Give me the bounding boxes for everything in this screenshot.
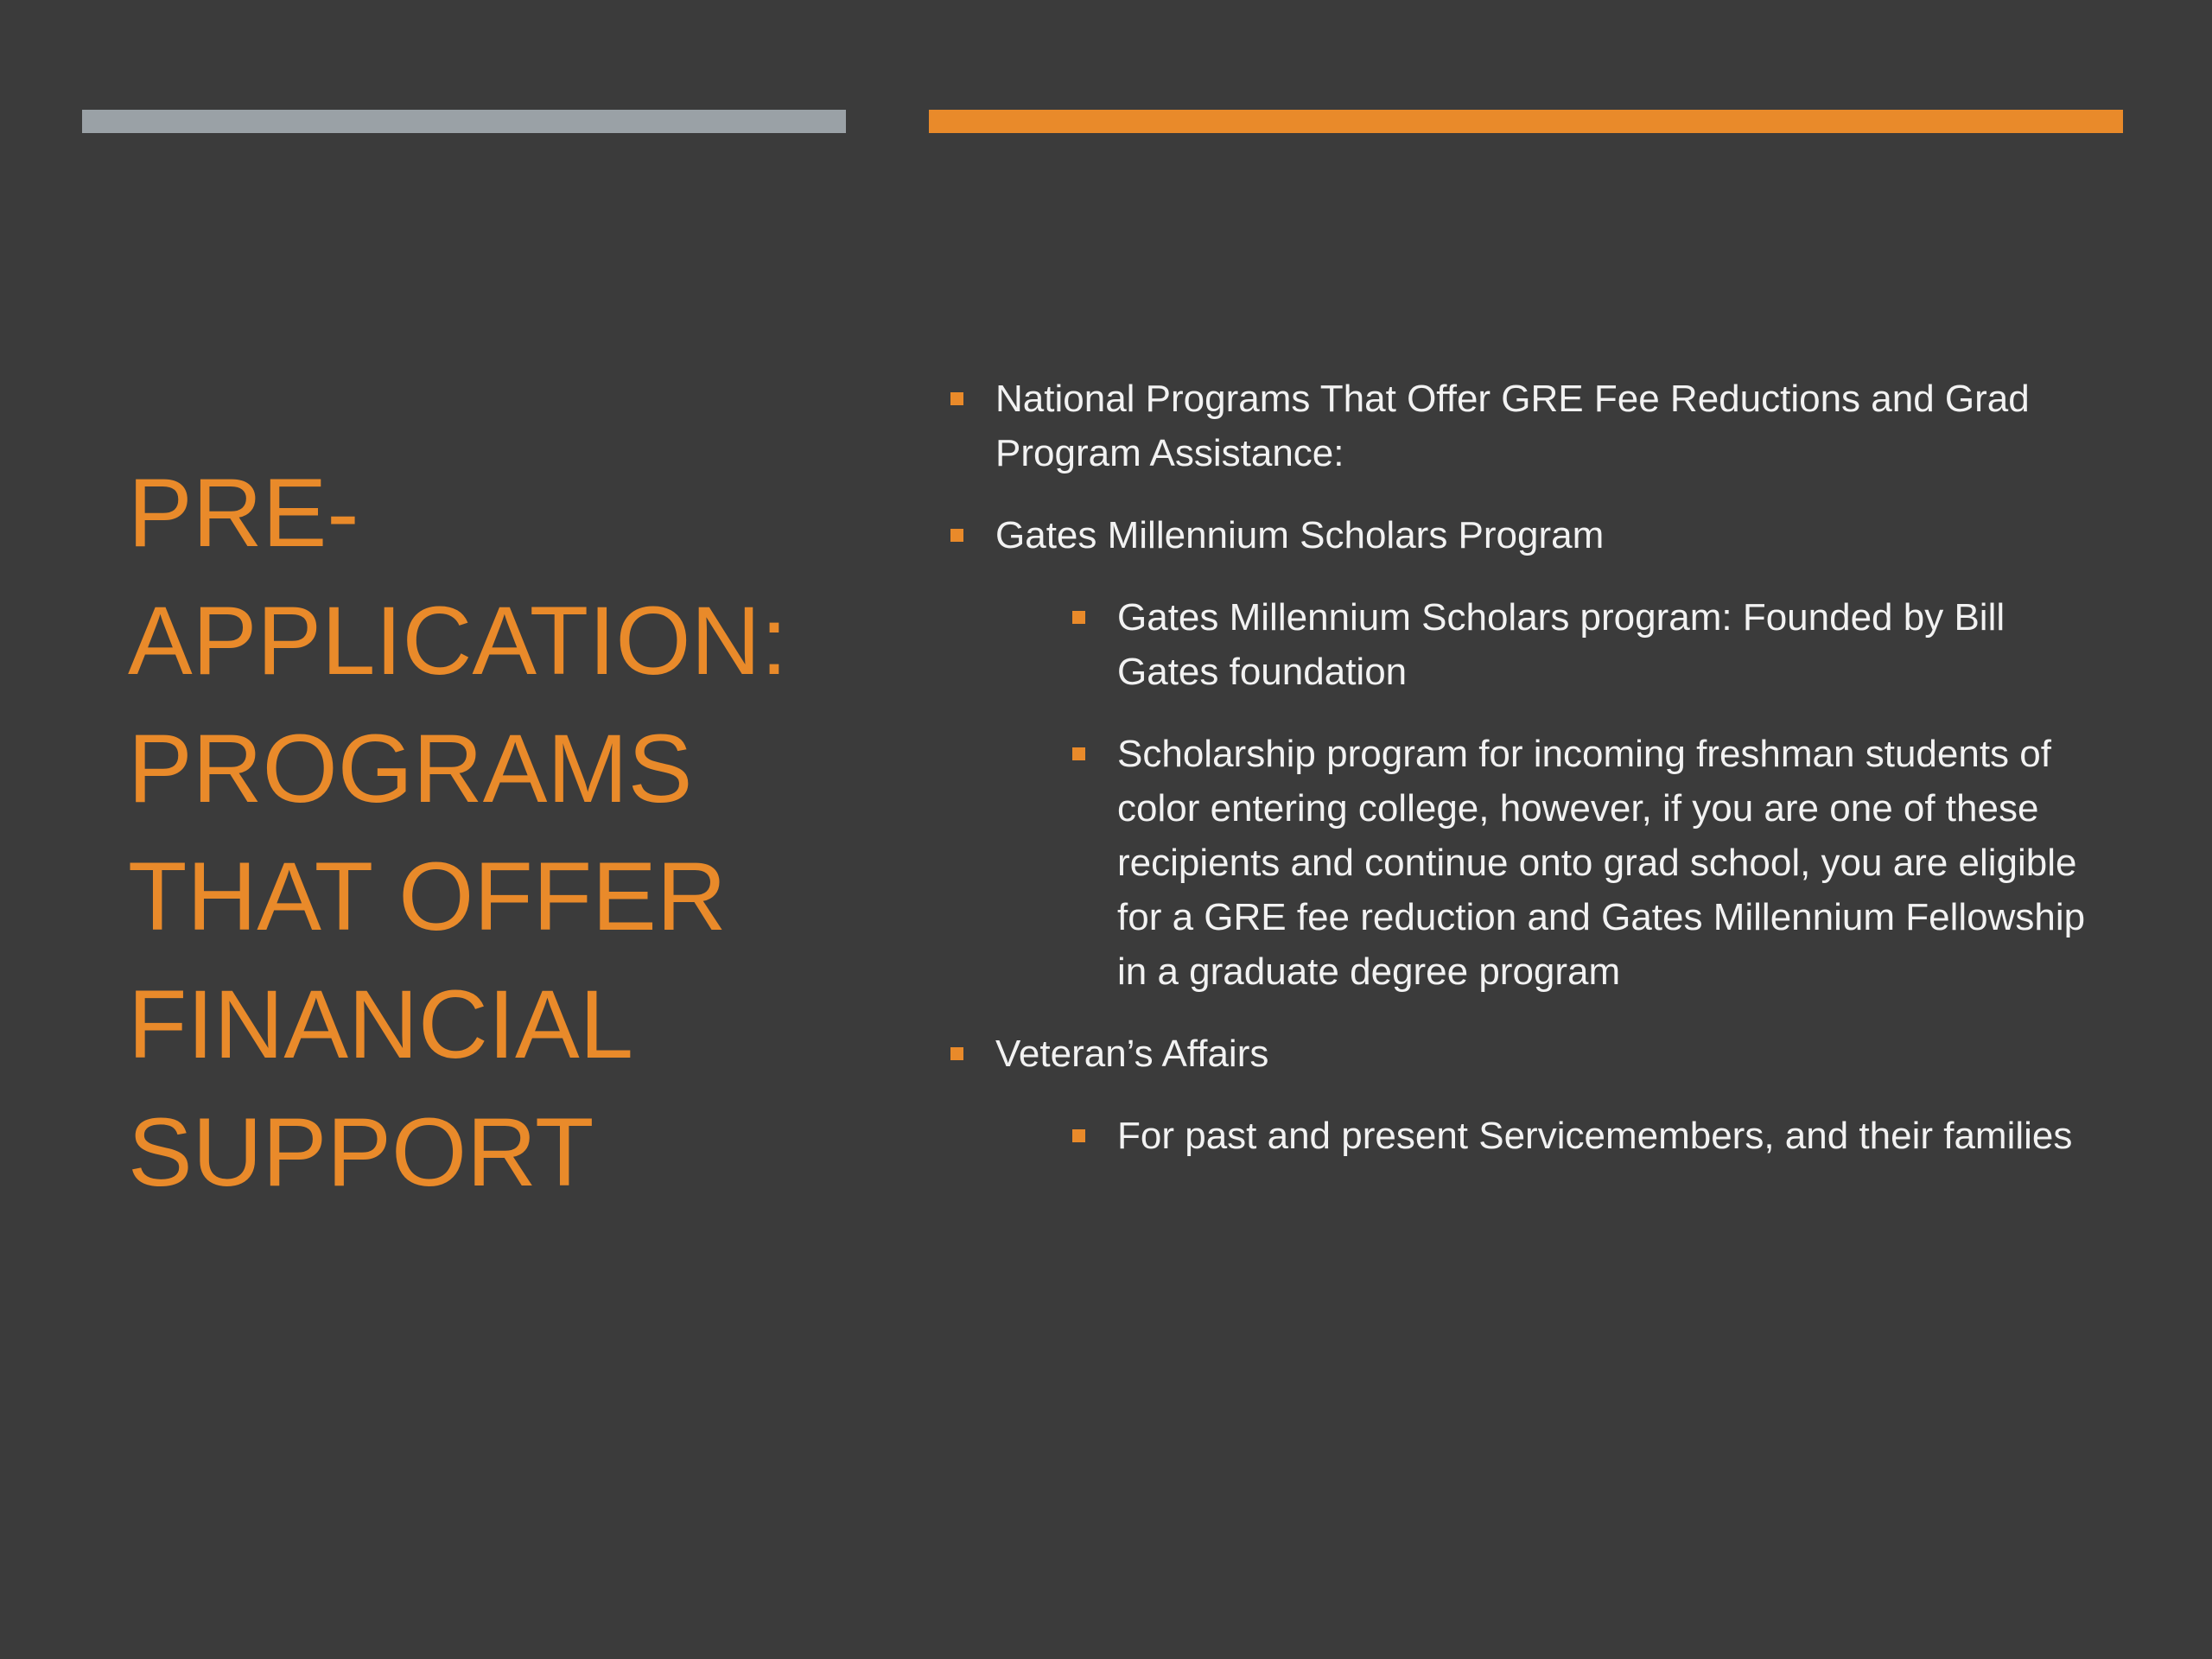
square-bullet-icon	[1072, 611, 1085, 624]
slide-title: PRE-APPLICATION: PROGRAMS THAT OFFER FINANCIAL SUPPORT	[128, 459, 788, 1206]
bullet-text: For past and present Servicemembers, and their families	[1117, 1115, 2073, 1157]
bullet-text: National Programs That Offer GRE Fee Reductions and Grad Program Assistance:	[995, 378, 2030, 474]
bullet-item	[950, 1027, 2108, 1081]
sub-bullet-item	[1072, 727, 2108, 999]
sub-bullet-item	[1072, 590, 2108, 699]
bullet-text: Gates Millennium Scholars Program	[995, 514, 1605, 556]
orange-accent-bar	[929, 110, 2123, 133]
gray-accent-bar	[82, 110, 846, 133]
square-bullet-icon	[950, 392, 963, 405]
bullet-list	[950, 372, 2108, 1191]
square-bullet-icon	[1072, 747, 1085, 760]
square-bullet-icon	[950, 529, 963, 542]
bullet-text: Gates Millennium Scholars program: Founded by Bill Gates foundation	[1117, 596, 2005, 693]
bullet-text: Veteran’s Affairs	[995, 1033, 1269, 1075]
sub-bullet-item	[1072, 1109, 2108, 1163]
bullet-text: Scholarship program for incoming freshman students of color entering college, however, if you are one of these recipients and continue onto grad school, you are eligible for a GRE fee reduction and Gates Millennium Fellowship in a graduate degree program	[1117, 733, 2086, 993]
bullet-item	[950, 508, 2108, 563]
square-bullet-icon	[950, 1047, 963, 1060]
bullet-item	[950, 372, 2108, 480]
square-bullet-icon	[1072, 1129, 1085, 1142]
